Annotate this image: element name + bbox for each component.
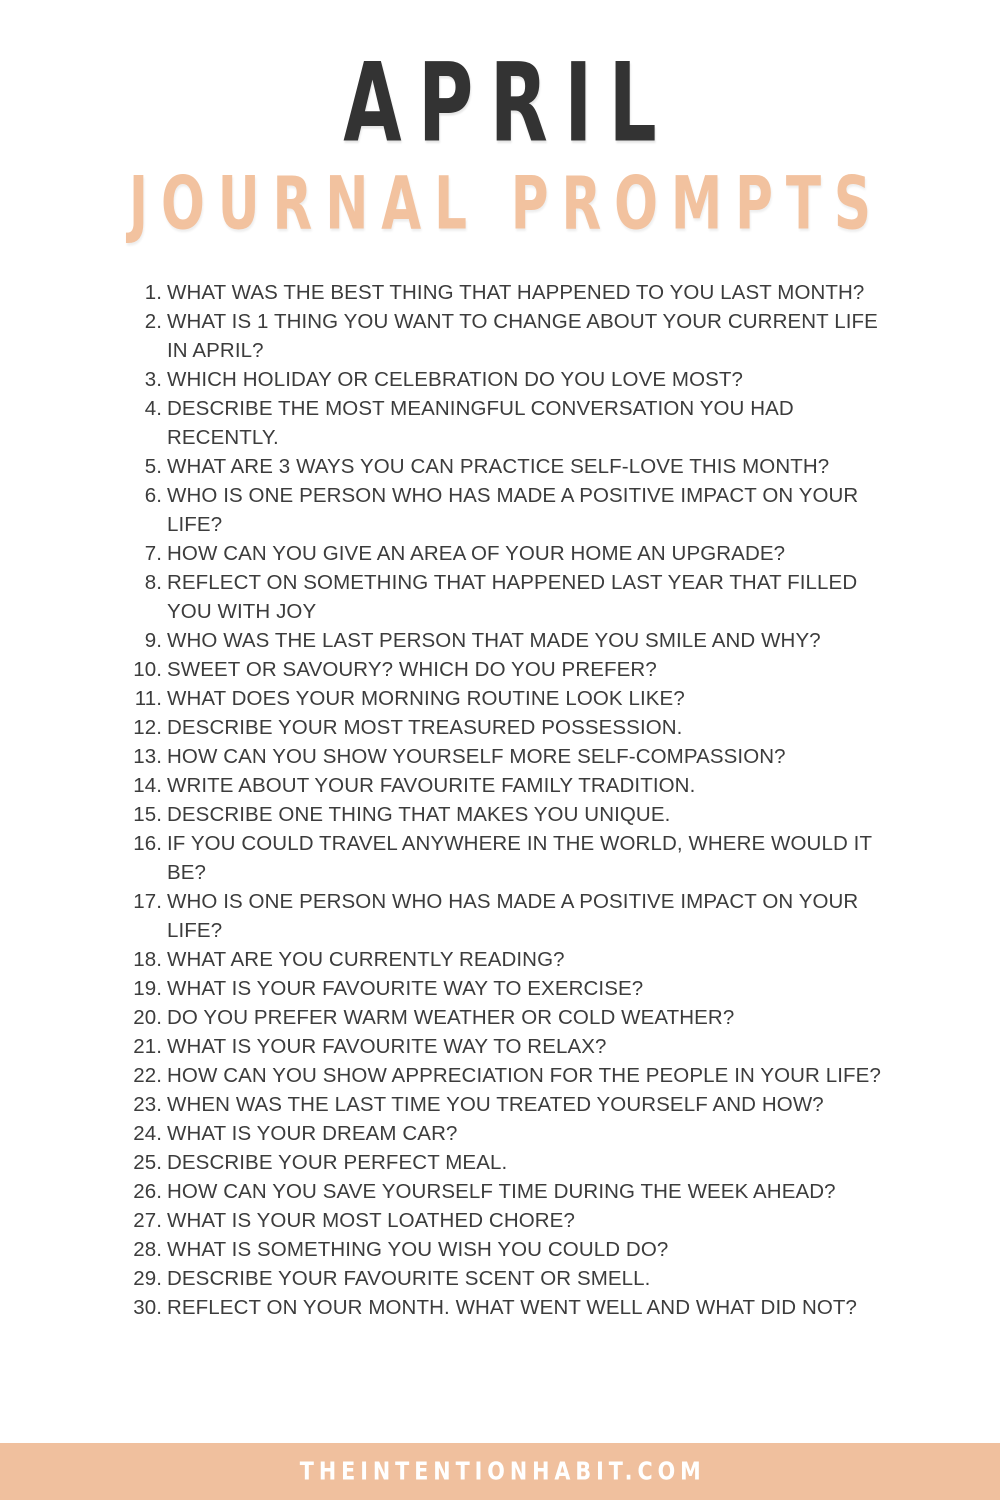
list-item-text: WHO IS ONE PERSON WHO HAS MADE A POSITIVE IMPACT ON YOUR LIFE? [167, 484, 859, 536]
list-item [122, 1148, 882, 1177]
list-item-text: WHAT IS YOUR DREAM CAR? [167, 1122, 458, 1145]
list-item-number: 26. [133, 1180, 162, 1203]
list-item [122, 452, 882, 481]
list-item-text: DESCRIBE YOUR MOST TREASURED POSSESSION. [167, 716, 683, 739]
list-item-number: 17. [133, 890, 162, 913]
list-item-text: REFLECT ON SOMETHING THAT HAPPENED LAST YEAR THAT FILLED YOU WITH JOY [167, 571, 858, 623]
list-item [122, 829, 882, 887]
prompts-section [0, 234, 1000, 1443]
list-item [122, 1061, 882, 1090]
list-item-number: 7. [144, 542, 162, 565]
list-item-text: DESCRIBE YOUR FAVOURITE SCENT OR SMELL. [167, 1267, 651, 1290]
list-item-text: WHAT IS 1 THING YOU WANT TO CHANGE ABOUT YOUR CURRENT LIFE IN APRIL? [167, 310, 878, 362]
list-item-text: WHO IS ONE PERSON WHO HAS MADE A POSITIVE IMPACT ON YOUR LIFE? [167, 890, 859, 942]
list-item [122, 945, 882, 974]
list-item-number: 14. [133, 774, 162, 797]
list-item [122, 568, 882, 626]
list-item-text: HOW CAN YOU SHOW APPRECIATION FOR THE PEOPLE IN YOUR LIFE? [167, 1064, 881, 1087]
list-item-number: 27. [133, 1209, 162, 1232]
list-item-text: WHO WAS THE LAST PERSON THAT MADE YOU SMILE AND WHY? [167, 629, 821, 652]
list-item-number: 29. [133, 1267, 162, 1290]
list-item-text: WHAT WAS THE BEST THING THAT HAPPENED TO YOU LAST MONTH? [167, 281, 865, 304]
list-item-number: 20. [133, 1006, 162, 1029]
list-item-number: 10. [133, 658, 162, 681]
list-item-number: 21. [133, 1035, 162, 1058]
list-item [122, 539, 882, 568]
list-item-text: WHAT ARE YOU CURRENTLY READING? [167, 948, 565, 971]
list-item-number: 6. [144, 484, 162, 507]
list-item-number: 18. [133, 948, 162, 971]
list-item [122, 655, 882, 684]
list-item [122, 278, 882, 307]
prompt-list [122, 278, 882, 1322]
list-item-text: IF YOU COULD TRAVEL ANYWHERE IN THE WORLD, WHERE WOULD IT BE? [167, 832, 872, 884]
list-item-number: 3. [144, 368, 162, 391]
list-item-number: 16. [133, 832, 162, 855]
list-item [122, 713, 882, 742]
list-item [122, 684, 882, 713]
list-item-number: 28. [133, 1238, 162, 1261]
list-item-text: WHAT DOES YOUR MORNING ROUTINE LOOK LIKE? [167, 687, 685, 710]
page-subtitle: JOURNAL PROMPTS [128, 161, 885, 247]
list-item-text: WHAT IS YOUR MOST LOATHED CHORE? [167, 1209, 575, 1232]
list-item [122, 1119, 882, 1148]
list-item [122, 1235, 882, 1264]
list-item-text: WHEN WAS THE LAST TIME YOU TREATED YOURSELF AND HOW? [167, 1093, 824, 1116]
list-item-text: HOW CAN YOU GIVE AN AREA OF YOUR HOME AN UPGRADE? [167, 542, 786, 565]
footer-band [0, 1443, 1000, 1500]
list-item-text: DESCRIBE ONE THING THAT MAKES YOU UNIQUE. [167, 803, 671, 826]
list-item-text: SWEET OR SAVOURY? WHICH DO YOU PREFER? [167, 658, 657, 681]
list-item-number: 24. [133, 1122, 162, 1145]
poster-header [0, 0, 1000, 247]
list-item-text: DESCRIBE YOUR PERFECT MEAL. [167, 1151, 508, 1174]
list-item-number: 22. [133, 1064, 162, 1087]
list-item-number: 15. [133, 803, 162, 826]
page-title: APRIL [343, 40, 674, 167]
list-item-number: 11. [134, 687, 162, 710]
list-item-number: 4. [144, 397, 162, 420]
list-item [122, 800, 882, 829]
list-item-number: 5. [144, 455, 162, 478]
list-item [122, 365, 882, 394]
list-item [122, 1206, 882, 1235]
list-item [122, 307, 882, 365]
list-item [122, 742, 882, 771]
list-item-text: REFLECT ON YOUR MONTH. WHAT WENT WELL AND WHAT DID NOT? [167, 1296, 858, 1319]
list-item-text: WHAT IS SOMETHING YOU WISH YOU COULD DO? [167, 1238, 669, 1261]
list-item-number: 1. [144, 281, 162, 304]
list-item-text: DESCRIBE THE MOST MEANINGFUL CONVERSATION YOU HAD RECENTLY. [167, 397, 794, 449]
list-item [122, 626, 882, 655]
list-item-text: HOW CAN YOU SAVE YOURSELF TIME DURING THE WEEK AHEAD? [167, 1180, 836, 1203]
list-item [122, 481, 882, 539]
list-item-text: WHAT ARE 3 WAYS YOU CAN PRACTICE SELF-LOVE THIS MONTH? [167, 455, 830, 478]
list-item-text: DO YOU PREFER WARM WEATHER OR COLD WEATHER? [167, 1006, 735, 1029]
list-item [122, 394, 882, 452]
list-item [122, 887, 882, 945]
list-item-number: 9. [144, 629, 162, 652]
list-item [122, 1003, 882, 1032]
list-item-text: WHAT IS YOUR FAVOURITE WAY TO RELAX? [167, 1035, 607, 1058]
list-item [122, 974, 882, 1003]
list-item-number: 19. [133, 977, 162, 1000]
list-item [122, 1293, 882, 1322]
list-item [122, 1177, 882, 1206]
list-item-number: 8. [144, 571, 162, 594]
list-item [122, 1264, 882, 1293]
list-item-text: WRITE ABOUT YOUR FAVOURITE FAMILY TRADITION. [167, 774, 696, 797]
list-item-number: 13. [133, 745, 162, 768]
list-item-number: 2. [144, 310, 162, 333]
list-item-number: 23. [133, 1093, 162, 1116]
list-item-text: WHAT IS YOUR FAVOURITE WAY TO EXERCISE? [167, 977, 644, 1000]
website-url: THEINTENTIONHABIT.COM [299, 1457, 706, 1486]
list-item [122, 1032, 882, 1061]
list-item-text: HOW CAN YOU SHOW YOURSELF MORE SELF-COMPASSION? [167, 745, 786, 768]
list-item-number: 30. [133, 1296, 162, 1319]
list-item-number: 25. [133, 1151, 162, 1174]
list-item [122, 1090, 882, 1119]
list-item [122, 771, 882, 800]
list-item-number: 12. [133, 716, 162, 739]
list-item-text: WHICH HOLIDAY OR CELEBRATION DO YOU LOVE MOST? [167, 368, 744, 391]
